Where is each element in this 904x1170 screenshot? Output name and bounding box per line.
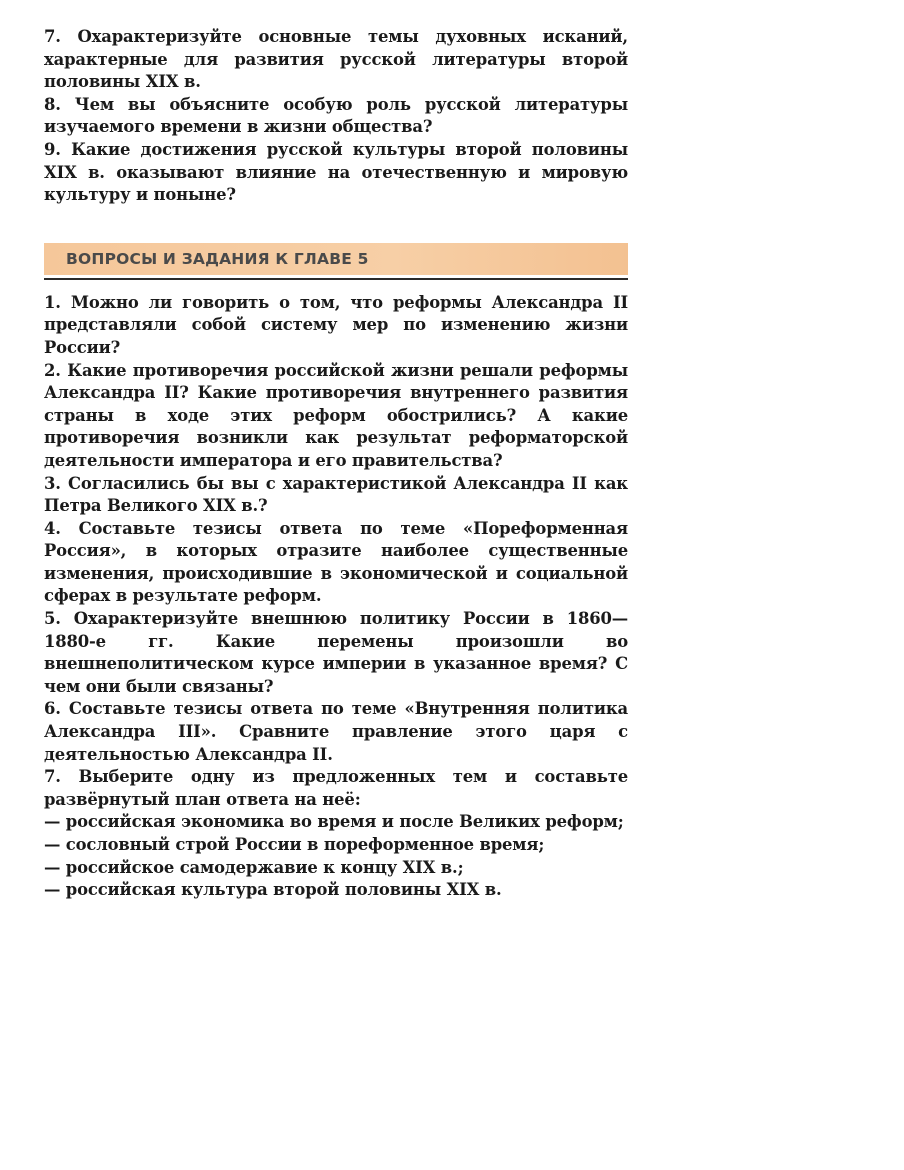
section-heading-bar bbox=[44, 243, 628, 275]
topic-item: — сословный строй России в пореформенное время; bbox=[44, 835, 545, 854]
chapter-question-2: 2. Какие противоречия российской жизни решали реформы Александра II? Какие противоречия внутреннего развития страны в ходе этих реформ обострились? А какие противоречия возникли как результат реформаторской деятельности императора и его правительства? bbox=[44, 360, 628, 470]
topic-list bbox=[44, 811, 628, 901]
chapter-question-4: 4. Составьте тезисы ответа по теме «Пореформенная Россия», в которых отразите наиболее существенные изменения, происходившие в экономической и социальной сферах в результате реформ. bbox=[44, 518, 628, 606]
topic-item: — российская экономика во время и после Великих реформ; bbox=[44, 812, 624, 832]
chapter-questions bbox=[44, 292, 628, 812]
question-7-previous: 7. Охарактеризуйте основные темы духовных исканий, характерные для развития русской литературы второй половины XIX в. bbox=[44, 27, 628, 92]
chapter-question-3: 3. Согласились бы вы с характеристикой Александра II как Петра Великого XIX в.? bbox=[44, 473, 628, 516]
chapter-question-1: 1. Можно ли говорить о том, что реформы Александра II представляли собой систему мер по изменению жизни России? bbox=[44, 292, 628, 357]
section-divider bbox=[44, 278, 628, 280]
textbook-page bbox=[44, 26, 628, 902]
question-8-previous: 8. Чем вы объясните особую роль русской литературы изучаемого времени в жизни общества? bbox=[44, 94, 628, 137]
chapter-question-7: 7. Выберите одну из предложенных тем и составьте развёрнутый план ответа на неё: bbox=[44, 767, 628, 809]
section-heading: ВОПРОСЫ И ЗАДАНИЯ К ГЛАВЕ 5 bbox=[66, 249, 369, 268]
chapter-question-6: 6. Составьте тезисы ответа по теме «Внутренняя политика Александра III». Сравните правление этого царя с деятельностью Александра II. bbox=[44, 699, 628, 764]
section-heading-block bbox=[44, 243, 628, 280]
chapter-question-5: 5. Охарактеризуйте внешнюю политику России в 1860—1880-е гг. Какие перемены произошли во внешнеполитическом курсе империи в указанное время? С чем они были связаны? bbox=[44, 609, 628, 696]
topic-item: — российское самодержавие к концу XIX в.; bbox=[44, 857, 464, 877]
topic-item: — российская культура второй половины XIX в. bbox=[44, 880, 502, 900]
question-9-previous: 9. Какие достижения русской культуры второй половины XIX в. оказывают влияние на отечественную и мировую культуру и поныне? bbox=[44, 139, 628, 205]
previous-questions bbox=[44, 26, 628, 207]
